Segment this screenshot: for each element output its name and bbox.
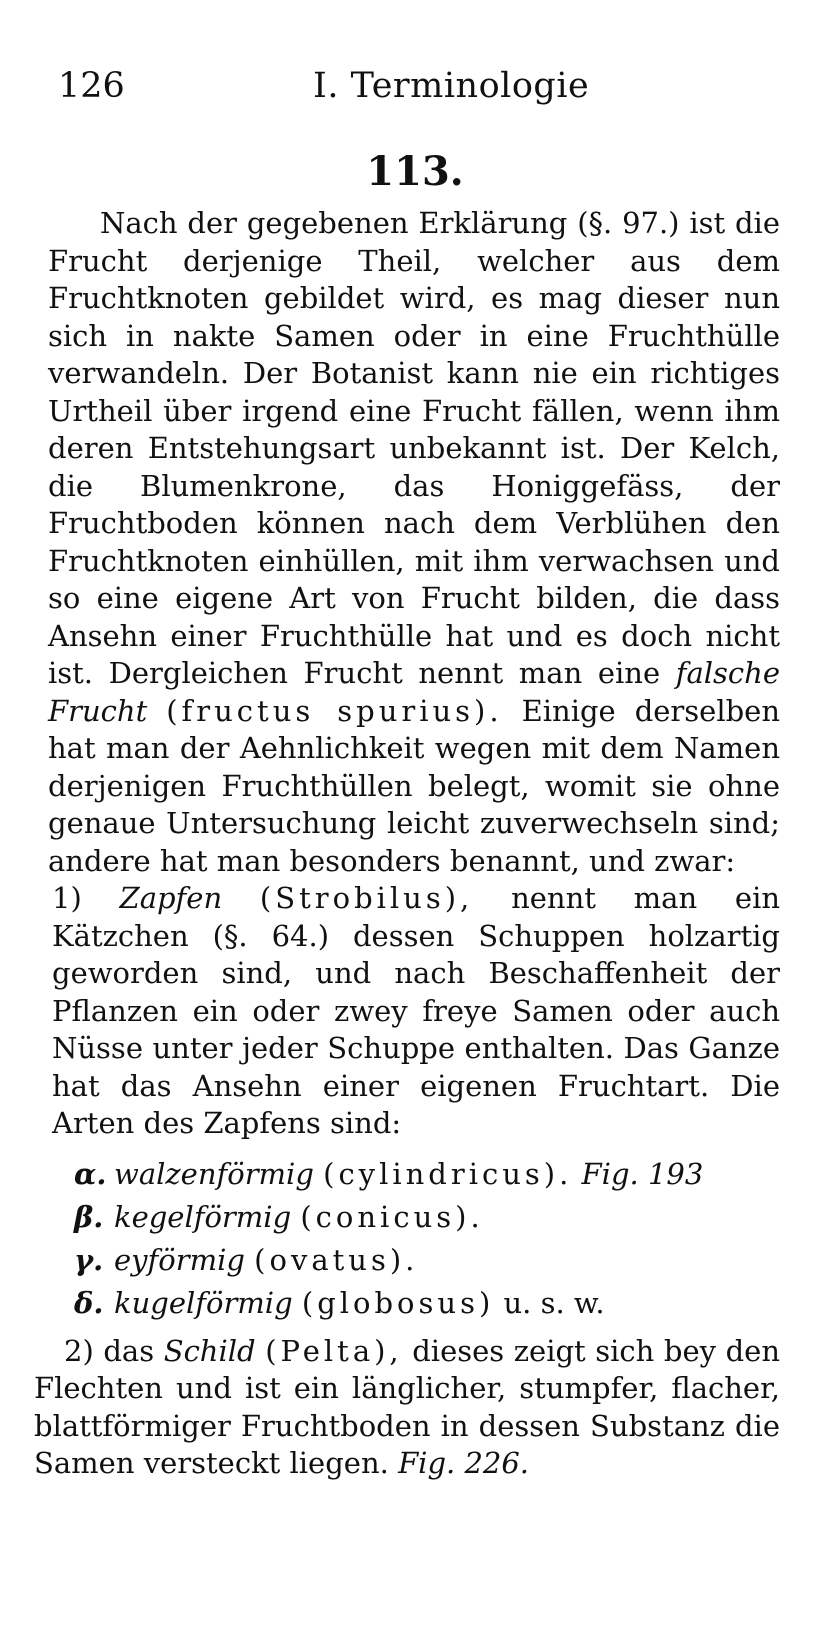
list-marker: β. — [74, 1199, 104, 1234]
intro-latin: (fructus spurius). — [166, 693, 503, 728]
cone-types-list — [48, 1153, 780, 1325]
list-term: walzenförmig — [114, 1156, 314, 1191]
running-head: I. Terminologie — [313, 66, 590, 106]
list-item — [48, 1282, 780, 1325]
list-latin: (ovatus). — [254, 1242, 419, 1277]
list-fig: Fig. 193 — [581, 1156, 704, 1191]
list-marker: δ. — [74, 1285, 104, 1320]
intro-term: falsche Frucht — [48, 656, 780, 728]
list-item — [48, 1196, 780, 1239]
item-2-latin: (Pelta), — [265, 1333, 403, 1368]
item-2-text: dieses zeigt sich bey den Flechten und ist ein länglicher, stumpfer, flacher, blattförmiger Fruchtboden in dessen Substanz die Samen versteckt liegen. — [34, 1333, 781, 1480]
list-marker: γ. — [74, 1242, 104, 1277]
body-text — [34, 205, 781, 1483]
section-number: 113. — [366, 148, 464, 195]
item-1-term: Zapfen — [119, 881, 223, 915]
page-number: 126 — [58, 66, 125, 106]
item-2-pre: das — [103, 1333, 155, 1368]
list-item — [48, 1153, 780, 1196]
item-1-latin: (Strobilus), — [259, 881, 474, 915]
list-latin: (conicus). — [300, 1199, 484, 1234]
item-2-paragraph — [34, 1333, 780, 1483]
intro-text-after: Einige derselben hat man der Aehnlichkeit wegen mit dem Namen derjenigen Fruchthüllen belegt, womit sie ohne genaue Untersuchung leicht zuverwechseln sind; andere hat man besonders benannt, und zwar: — [48, 693, 781, 878]
list-marker: α. — [74, 1156, 107, 1191]
page-header — [58, 66, 778, 116]
list-latin: (cylindricus). — [323, 1156, 573, 1191]
item-1-marker: 1) — [52, 881, 82, 915]
list-item — [48, 1239, 780, 1282]
item-1-text: nennt man ein Kätzchen (§. 64.) dessen Schuppen holzartig geworden sind, und nach Beschaffenheit der Pflanzen ein oder zwey freye Samen oder auch Nüsse unter jeder Schuppe enthalten. Das Ganze hat das Ansehn einer eigenen Fruchtart. Die Arten des Zapfens sind: — [52, 881, 781, 1140]
item-2-term: Schild — [163, 1333, 256, 1368]
list-term: kugelförmig — [114, 1285, 293, 1320]
intro-paragraph — [48, 205, 780, 880]
list-latin: (globosus) — [301, 1285, 495, 1320]
item-2-fig: Fig. 226. — [398, 1446, 530, 1480]
item-2-marker: 2) — [64, 1333, 94, 1368]
item-1-paragraph — [48, 880, 780, 1143]
list-fig: u. s. w. — [503, 1285, 605, 1320]
list-term: eyförmig — [114, 1242, 245, 1277]
intro-text: Nach der gegebenen Erklärung (§. 97.) ist die Frucht derjenige Theil, welcher aus dem Fruchtknoten gebildet wird, es mag dieser nun sich in nakte Samen oder in eine Fruchthülle verwandeln. Der Botanist kann nie ein richtiges Urtheil über irgend eine Frucht fällen, wenn ihm deren Entstehungsart unbekannt ist. Der Kelch, die Blumenkrone, das Honiggefäss, der Fruchtboden können nach dem Verblühen den Fruchtknoten einhüllen, mit ihm verwachsen und so eine eigene Art von Frucht bilden, die dass Ansehn einer Fruchthülle hat und es doch nicht ist. Dergleichen Frucht nennt man eine — [48, 206, 780, 690]
list-term: kegelförmig — [114, 1199, 292, 1234]
